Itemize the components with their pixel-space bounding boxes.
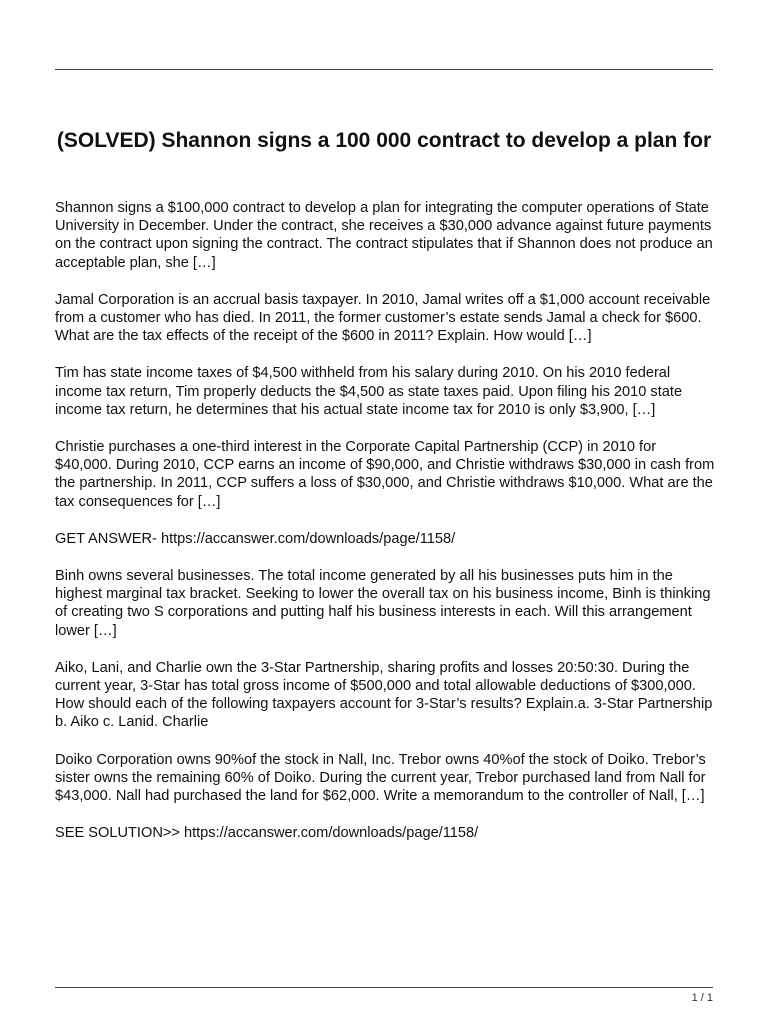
paragraph-jamal: Jamal Corporation is an accrual basis taxpayer. In 2010, Jamal writes off a $1,000 account receivable from a customer who has died. In 2011, the former customer’s estate sends Jamal a check for $600. What are the tax effects of the receipt of the $600 in 2011? Explain. How would […] (55, 291, 711, 345)
paragraph-binh: Binh owns several businesses. The total income generated by all his businesses puts him in the highest marginal tax bracket. Seeking to lower the overall tax on his business income, Binh is thinking of creating two S corporations and putting half his business interests in each. Will this arrangement lower […] (55, 568, 711, 639)
document-title: (SOLVED) Shannon signs a 100 000 contract to develop a plan for (56, 129, 712, 152)
document-body (55, 199, 715, 861)
footer-rule (55, 987, 713, 988)
paragraph-christie: Christie purchases a one-third interest in the Corporate Capital Partnership (CCP) in 2010 for $40,000. During 2010, CCP earns an income of $90,000, and Christie withdraws $30,000 in cash from the partnership. In 2011, CCP suffers a loss of $30,000, and Christie withdraws $10,000. What are the tax consequences for […] (55, 439, 715, 510)
header-rule (55, 69, 713, 70)
get-answer-link[interactable]: GET ANSWER- https://accanswer.com/downloads/page/1158/ (55, 530, 456, 547)
paragraph-tim: Tim has state income taxes of $4,500 withheld from his salary during 2010. On his 2010 federal income tax return, Tim properly deducts the $4,500 as state taxes paid. Upon filing his 2010 state income tax return, he determines that his actual state income tax for 2010 is only $3,900, […] (55, 365, 683, 418)
see-solution-link[interactable]: SEE SOLUTION>> https://accanswer.com/downloads/page/1158/ (55, 825, 479, 842)
paragraph-doiko: Doiko Corporation owns 90%of the stock in Nall, Inc. Trebor owns 40%of the stock of Doiko. Trebor’s sister owns the remaining 60% of Doiko. During the current year, Trebor purchased land from Nall for $43,000. Nall had purchased the land for $62,000. Write a memorandum to the controller of Nall, […] (55, 751, 706, 805)
paragraph-shannon: Shannon signs a $100,000 contract to develop a plan for integrating the computer operations of State University in December. Under the contract, she receives a $30,000 advance against future payments on the contract upon signing the contract. The contract stipulates that if Shannon does not produce an acceptable plan, she […] (55, 200, 713, 271)
page-indicator: 1 / 1 (691, 992, 713, 1004)
paragraph-aiko: Aiko, Lani, and Charlie own the 3-Star Partnership, sharing profits and losses 20:50:30. During the current year, 3-Star has total gross income of $500,000 and total allowable deductions of $300,000. How should each of the following taxpayers account for 3-Star’s results? Explain.a. 3-Star Partnership b. Aiko c. Lanid. Charlie (55, 659, 713, 731)
